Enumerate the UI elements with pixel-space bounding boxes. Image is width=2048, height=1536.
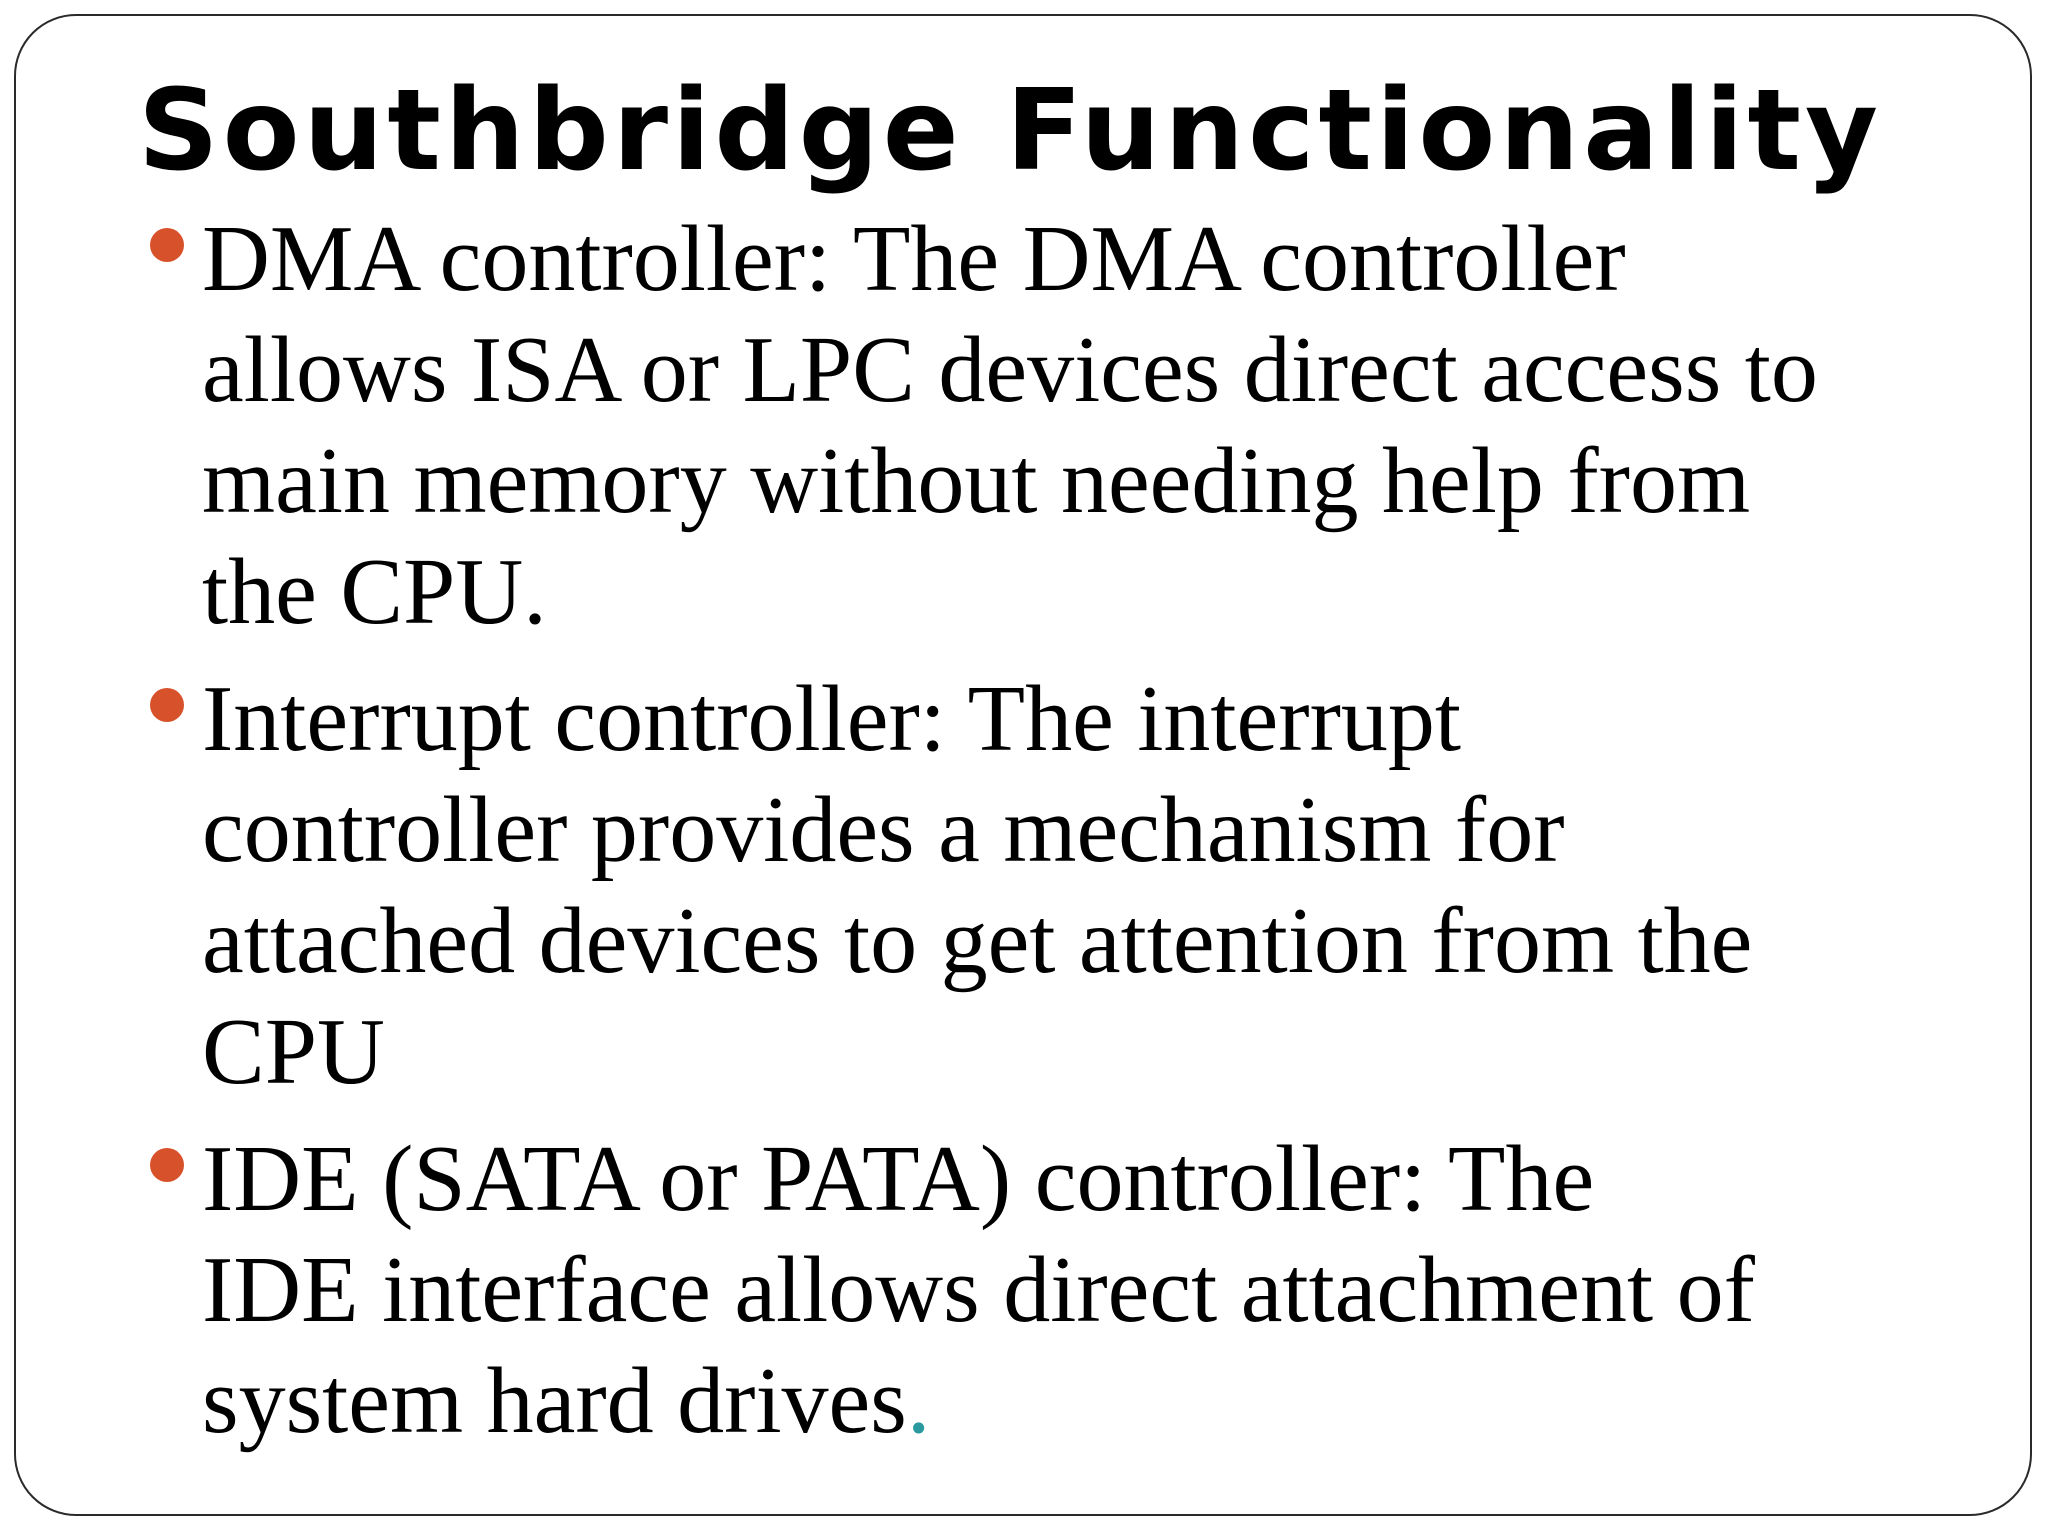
bullet-line: DMA controller: The DMA controller <box>202 207 1626 311</box>
bullet-line: IDE interface allows direct attachment of <box>202 1238 1755 1342</box>
bullet-ide-controller <box>202 1124 2002 1457</box>
bullet-interrupt-controller <box>202 664 2002 1108</box>
bullet-dot-icon <box>150 228 184 262</box>
slide-frame <box>14 14 2032 1516</box>
bullet-line: allows ISA or LPC devices direct access to <box>202 318 1818 422</box>
bullet-line: IDE (SATA or PATA) controller: The <box>202 1127 1595 1231</box>
bullet-line: the CPU. <box>202 540 547 644</box>
bullet-dma-controller <box>202 204 2002 648</box>
bullet-dot-icon <box>150 688 184 722</box>
bullet-list <box>202 204 2002 1473</box>
bullet-line <box>202 1346 2002 1457</box>
bullet-line: CPU <box>202 1000 385 1104</box>
bullet-line: Interrupt controller: The interrupt <box>202 667 1461 771</box>
bullet-line: controller provides a mechanism for <box>202 778 1565 882</box>
bullet-line: main memory without needing help from <box>202 429 1751 533</box>
bullet-dot-icon <box>150 1148 184 1182</box>
slide-title: Southbridge Functionality <box>138 66 1883 196</box>
accent-period: . <box>906 1349 931 1453</box>
bullet-line: attached devices to get attention from the <box>202 889 1753 993</box>
bullet-line-text: system hard drives <box>202 1349 907 1453</box>
